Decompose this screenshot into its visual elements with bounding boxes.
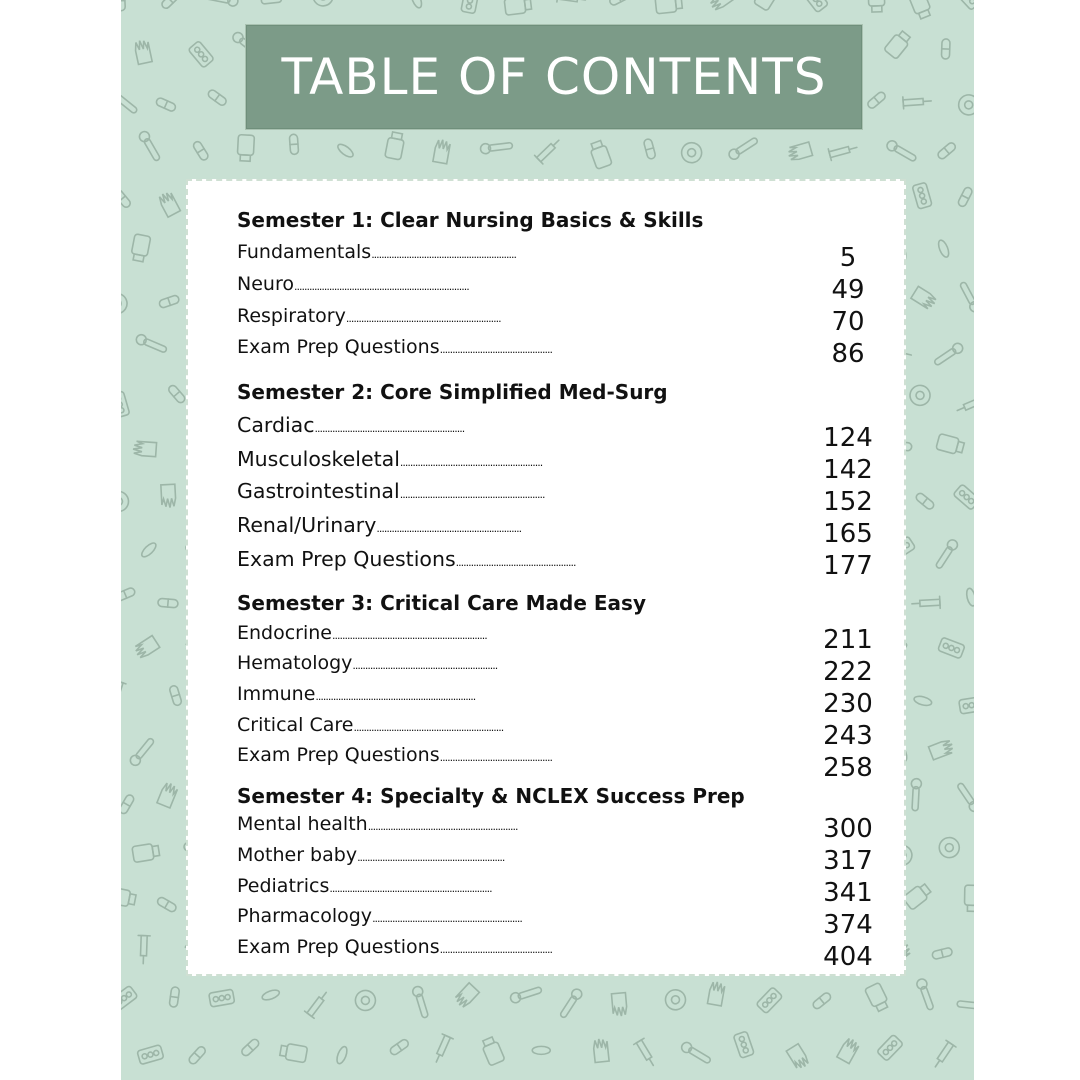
dot-leader: ............................................................ bbox=[353, 721, 504, 734]
toc-entry[interactable] bbox=[237, 410, 737, 444]
dot-leader: ................................................ bbox=[455, 556, 576, 569]
toc-entry-label: Musculoskeletal bbox=[237, 447, 400, 471]
toc-page-number: 70 bbox=[831, 307, 865, 337]
toc-entry[interactable] bbox=[237, 840, 737, 873]
dot-leader: ............................................. bbox=[439, 751, 552, 764]
toc-entry-label: Pediatrics bbox=[237, 875, 330, 897]
toc-page-number: 5 bbox=[839, 243, 857, 273]
toc-entry[interactable] bbox=[237, 332, 737, 365]
toc-entry-label: Gastrointestinal bbox=[237, 479, 400, 503]
toc-page-number: 317 bbox=[823, 846, 873, 876]
toc-entry-label: Exam Prep Questions bbox=[237, 936, 440, 958]
dot-leader: .......................................................... bbox=[371, 248, 516, 261]
toc-entry[interactable] bbox=[237, 544, 737, 578]
dot-leader: ............................................. bbox=[439, 343, 552, 356]
toc-entry[interactable] bbox=[237, 679, 737, 712]
toc-page-number: 243 bbox=[823, 721, 873, 751]
toc-entry[interactable] bbox=[237, 237, 737, 270]
toc-page-number: 341 bbox=[823, 878, 873, 908]
dot-leader: ............................................. bbox=[439, 943, 552, 956]
toc-entry[interactable] bbox=[237, 618, 737, 651]
dot-leader: .......................................................... bbox=[376, 522, 522, 535]
toc-page-number: 142 bbox=[823, 455, 873, 485]
dot-leader: ................................................................. bbox=[329, 882, 492, 895]
semester-section bbox=[237, 205, 897, 369]
dot-leader: ............................................................ bbox=[367, 820, 518, 833]
toc-page-number: 300 bbox=[823, 814, 873, 844]
toc-entry-label: Hematology bbox=[237, 652, 353, 674]
toc-page-number: 258 bbox=[823, 753, 873, 783]
document-page bbox=[121, 0, 974, 1080]
toc-entry[interactable] bbox=[237, 510, 737, 544]
toc-page-number: 152 bbox=[823, 487, 873, 517]
dot-leader: ................................................................ bbox=[315, 690, 476, 703]
toc-page-number: 177 bbox=[823, 551, 873, 581]
toc-entry[interactable] bbox=[237, 444, 737, 478]
toc-entry-label: Immune bbox=[237, 683, 316, 705]
semester-title: Semester 3: Critical Care Made Easy bbox=[237, 591, 646, 615]
toc-entry-label: Cardiac bbox=[237, 413, 315, 437]
toc-entry[interactable] bbox=[237, 476, 737, 510]
semester-title: Semester 1: Clear Nursing Basics & Skills bbox=[237, 208, 704, 232]
dot-leader: ............................................................ bbox=[314, 422, 465, 435]
page-title: TABLE OF CONTENTS bbox=[281, 48, 827, 106]
semester-title: Semester 2: Core Simplified Med-Surg bbox=[237, 380, 668, 404]
toc-page-number: 211 bbox=[823, 625, 873, 655]
toc-page-number: 404 bbox=[823, 942, 873, 972]
dot-leader: .......................................................... bbox=[399, 488, 545, 501]
toc-entry-label: Endocrine bbox=[237, 622, 332, 644]
dot-leader: ......................................................... bbox=[399, 456, 543, 469]
toc-page-number: 165 bbox=[823, 519, 873, 549]
toc-entry[interactable] bbox=[237, 901, 737, 934]
toc-entry[interactable] bbox=[237, 710, 737, 743]
dot-leader: ...................................................................... bbox=[293, 280, 469, 293]
toc-entry[interactable] bbox=[237, 269, 737, 302]
toc-entry[interactable] bbox=[237, 301, 737, 334]
semester-section bbox=[237, 781, 897, 972]
toc-page-number: 230 bbox=[823, 689, 873, 719]
toc-entry-label: Respiratory bbox=[237, 305, 346, 327]
toc-page-number: 374 bbox=[823, 910, 873, 940]
toc-entry-label: Fundamentals bbox=[237, 241, 372, 263]
toc-entry-label: Pharmacology bbox=[237, 905, 373, 927]
toc-entry[interactable] bbox=[237, 740, 737, 773]
dot-leader: ........................................................... bbox=[357, 851, 505, 864]
toc-entry-label: Exam Prep Questions bbox=[237, 336, 440, 358]
toc-page-number: 86 bbox=[831, 339, 865, 369]
toc-page-number: 49 bbox=[831, 275, 865, 305]
semester-title: Semester 4: Specialty & NCLEX Success Prep bbox=[237, 784, 745, 808]
toc-entry-label: Critical Care bbox=[237, 714, 354, 736]
toc-entry-label: Exam Prep Questions bbox=[237, 744, 440, 766]
toc-entry-label: Neuro bbox=[237, 273, 294, 295]
toc-entry[interactable] bbox=[237, 648, 737, 681]
dot-leader: .............................................................. bbox=[345, 312, 501, 325]
title-banner bbox=[245, 24, 863, 130]
toc-entry-label: Mental health bbox=[237, 813, 368, 835]
toc-page-number: 124 bbox=[823, 423, 873, 453]
dot-leader: .......................................................... bbox=[352, 659, 498, 672]
toc-entry-label: Exam Prep Questions bbox=[237, 547, 456, 571]
dot-leader: ............................................................ bbox=[372, 912, 522, 925]
toc-entry[interactable] bbox=[237, 932, 737, 965]
toc-entry[interactable] bbox=[237, 809, 737, 842]
toc-entry[interactable] bbox=[237, 871, 737, 904]
toc-entry-label: Mother baby bbox=[237, 844, 358, 866]
semester-section bbox=[237, 377, 897, 581]
toc-page-number: 222 bbox=[823, 657, 873, 687]
semester-section bbox=[237, 588, 897, 783]
dot-leader: .............................................................. bbox=[332, 629, 487, 642]
toc-entry-label: Renal/Urinary bbox=[237, 513, 377, 537]
toc-card bbox=[186, 179, 906, 976]
